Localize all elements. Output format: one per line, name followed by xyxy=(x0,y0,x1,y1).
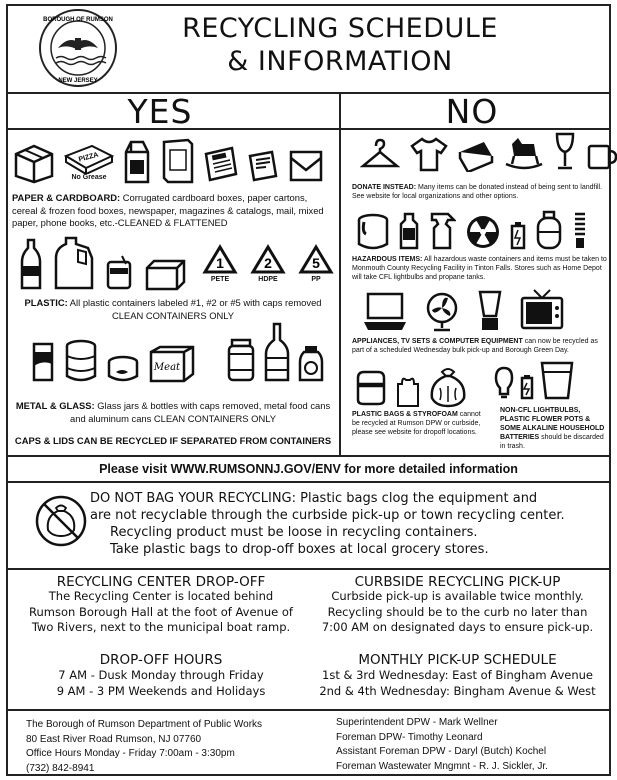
milk-carton-icon xyxy=(122,138,152,184)
paint-can-icon xyxy=(356,212,390,250)
wine-glass-icon xyxy=(554,132,576,172)
hazardous-icons xyxy=(356,210,588,250)
alkaline-battery-icon xyxy=(520,374,534,400)
flower-pot-icon xyxy=(540,360,574,400)
recycling-center-info: The Recycling Center is located behind Rumson Borough Hall at the foot of Avenue of Two Rivers, next to the municipal boat ramp. xyxy=(29,589,293,634)
fan-icon xyxy=(424,292,460,332)
sauce-jar-icon xyxy=(298,344,324,384)
do-not-bag-notice: DO NOT BAG YOUR RECYCLING: Plastic bags clog the equipment and are not recyclable through the curbside pick-up or town recycling center. Recycling product must be loose in recycling containers. Take plastic bags to drop-off boxes at local grocery stores. xyxy=(90,491,565,557)
divider xyxy=(6,709,611,711)
t-shirt-icon xyxy=(410,136,448,172)
yes-heading: YES xyxy=(127,92,193,131)
glass-jar-icon xyxy=(226,336,256,384)
bags-description: PLASTIC BAGS & STYROFOAM cannot be recycled at Rumson DPW or curbside, please see website for dropoff locations. xyxy=(352,411,481,436)
paper-icons xyxy=(12,136,324,184)
recycling-center-title: RECYCLING CENTER DROP-OFF xyxy=(56,574,266,590)
curbside-info: Curbside pick-up is available twice monthly. Recycling should be to the curb no later than 7:00 AM on designated days to ensure pick-up. xyxy=(321,589,594,634)
divider xyxy=(6,568,611,570)
borough-seal-logo xyxy=(38,8,118,88)
mail-envelope-icon xyxy=(288,148,324,184)
website-notice: Please visit WWW.RUMSONNJ.GOV/ENV for more detailed information xyxy=(99,462,518,476)
cereal-box-icon xyxy=(160,136,196,184)
hanger-icon xyxy=(360,138,400,172)
television-icon xyxy=(520,288,564,332)
resin-code-1: 1 PETE xyxy=(202,244,238,283)
blender-icon xyxy=(476,290,504,332)
metal-glass-description: METAL & GLASS: Glass jars & bottles with caps removed, metal food cans and aluminum cans CLEAN CONTAINERS ONLY xyxy=(15,400,331,424)
donate-description: DONATE INSTEAD: Many items can be donated instead of being sent to landfill. See website for local organizations and other options. xyxy=(352,184,603,200)
newspaper-icon xyxy=(204,144,238,184)
svg-text:5: 5 xyxy=(312,255,320,271)
plastic-bag-icon xyxy=(394,374,422,408)
metal-glass-icons xyxy=(30,322,324,384)
hazardous-description: HAZARDOUS ITEMS: All hazardous waste containers and items must be taken to Monmouth County Recycling Facility in Tinton Falls. Stores such as Home Depot will take CFL lightbulbs and propane tanks. xyxy=(352,256,607,281)
battery-icon xyxy=(510,220,526,250)
yogurt-cup-icon xyxy=(104,254,134,292)
books-icon xyxy=(458,138,494,172)
svg-text:2: 2 xyxy=(264,255,272,271)
no-bags-icon xyxy=(34,494,88,548)
svg-text:PIZZA: PIZZA xyxy=(77,151,100,164)
monthly-schedule-info: 1st & 3rd Wednesday: East of Bingham Avenue 2nd & 4th Wednesday: Bingham Avenue & West xyxy=(319,668,596,698)
styrofoam-container-icon xyxy=(354,368,388,408)
tuna-can-icon xyxy=(106,354,140,384)
column-divider xyxy=(339,92,341,456)
aluminum-can-icon xyxy=(30,338,56,384)
svg-text:NEW JERSEY: NEW JERSEY xyxy=(58,78,98,84)
rocking-horse-icon xyxy=(504,134,544,172)
propane-tank-icon xyxy=(535,210,563,250)
bags-styrofoam-icons xyxy=(354,364,468,408)
radioactive-icon xyxy=(465,214,501,250)
glass-bottle-icon xyxy=(264,322,290,384)
computer-icon xyxy=(362,292,408,332)
no-heading: NO xyxy=(445,92,499,131)
svg-text:1: 1 xyxy=(216,255,224,271)
curbside-title: CURBSIDE RECYCLING PICK-UP xyxy=(354,574,561,590)
mug-icon xyxy=(586,142,617,172)
chemical-bottle-icon xyxy=(399,212,419,250)
drop-off-hours-title: DROP-OFF HOURS xyxy=(99,652,223,668)
dpw-staff: Superintendent DPW - Mark Wellner Foreman DPW- Timothy Leonard Assistant Foreman DPW - Daryl (Butch) Kochel Foreman Wastewater Mngmnt - R. J. Sickler, Jr. xyxy=(336,717,548,772)
monthly-schedule-title: MONTHLY PICK-UP SCHEDULE xyxy=(358,652,557,668)
magazine-icon xyxy=(246,148,280,184)
pizza-box-icon xyxy=(64,144,114,184)
donate-icons xyxy=(360,132,617,172)
drop-off-hours-info: 7 AM - Dusk Monday through Friday 9 AM - 3 PM Weekends and Holidays xyxy=(56,668,266,698)
no-grease-label: No Grease xyxy=(71,174,107,181)
appliance-icons xyxy=(362,288,564,332)
resin-code-5: 5 PP xyxy=(298,244,334,283)
dpw-address: The Borough of Rumson Department of Public Works 80 East River Road Rumson, NJ 07760 Office Hours Monday - Friday 7:00am - 3:30pm (732) 842-8941 xyxy=(26,719,263,774)
milk-jug-icon xyxy=(52,236,94,292)
trash-items-description: NON-CFL LIGHTBULBS, PLASTIC FLOWER POTS & SOME ALKALINE HOUSEHOLD BATTERIES should be discarded in trash. xyxy=(500,407,605,450)
lightbulb-icon xyxy=(494,366,514,400)
cardboard-box-icon xyxy=(12,140,56,184)
plastic-icons xyxy=(20,236,186,292)
divider xyxy=(6,481,611,483)
svg-text:Meat: Meat xyxy=(153,362,181,373)
food-can-icon xyxy=(64,338,98,384)
spray-bottle-icon xyxy=(428,210,456,250)
paper-description: PAPER & CARDBOARD: Corrugated cardboard boxes, paper cartons, cereal & frozen food boxes, newspaper, magazines & catalogs, mail, mixed paper, phone books, etc.-CLEANED & FLATTENED xyxy=(12,192,324,228)
plastic-container-icon xyxy=(144,258,186,292)
resin-codes xyxy=(202,244,334,283)
caps-lids-note: CAPS & LIDS CAN BE RECYCLED IF SEPARATED FROM CONTAINERS xyxy=(14,435,332,446)
cfl-bulb-icon xyxy=(572,210,588,250)
resin-code-2: 2 HDPE xyxy=(250,244,286,283)
svg-text:BOROUGH OF RUMSON: BOROUGH OF RUMSON xyxy=(43,17,113,23)
plastic-description: PLASTIC: All plastic containers labeled #1, #2 or #5 with caps removed CLEAN CONTAINERS ONLY xyxy=(24,297,322,321)
meat-can-icon xyxy=(148,344,196,384)
page-title: RECYCLING SCHEDULE & INFORMATION xyxy=(182,13,498,77)
divider xyxy=(6,455,611,457)
appliances-description: APPLIANCES, TV SETS & COMPUTER EQUIPMENT can now be recycled as part of a scheduled Wednesday bulk pick-up and Borough Green Day. xyxy=(352,338,598,354)
trash-item-icons xyxy=(494,360,574,400)
soda-bottle-icon xyxy=(20,238,42,292)
trash-bag-icon xyxy=(428,364,468,408)
